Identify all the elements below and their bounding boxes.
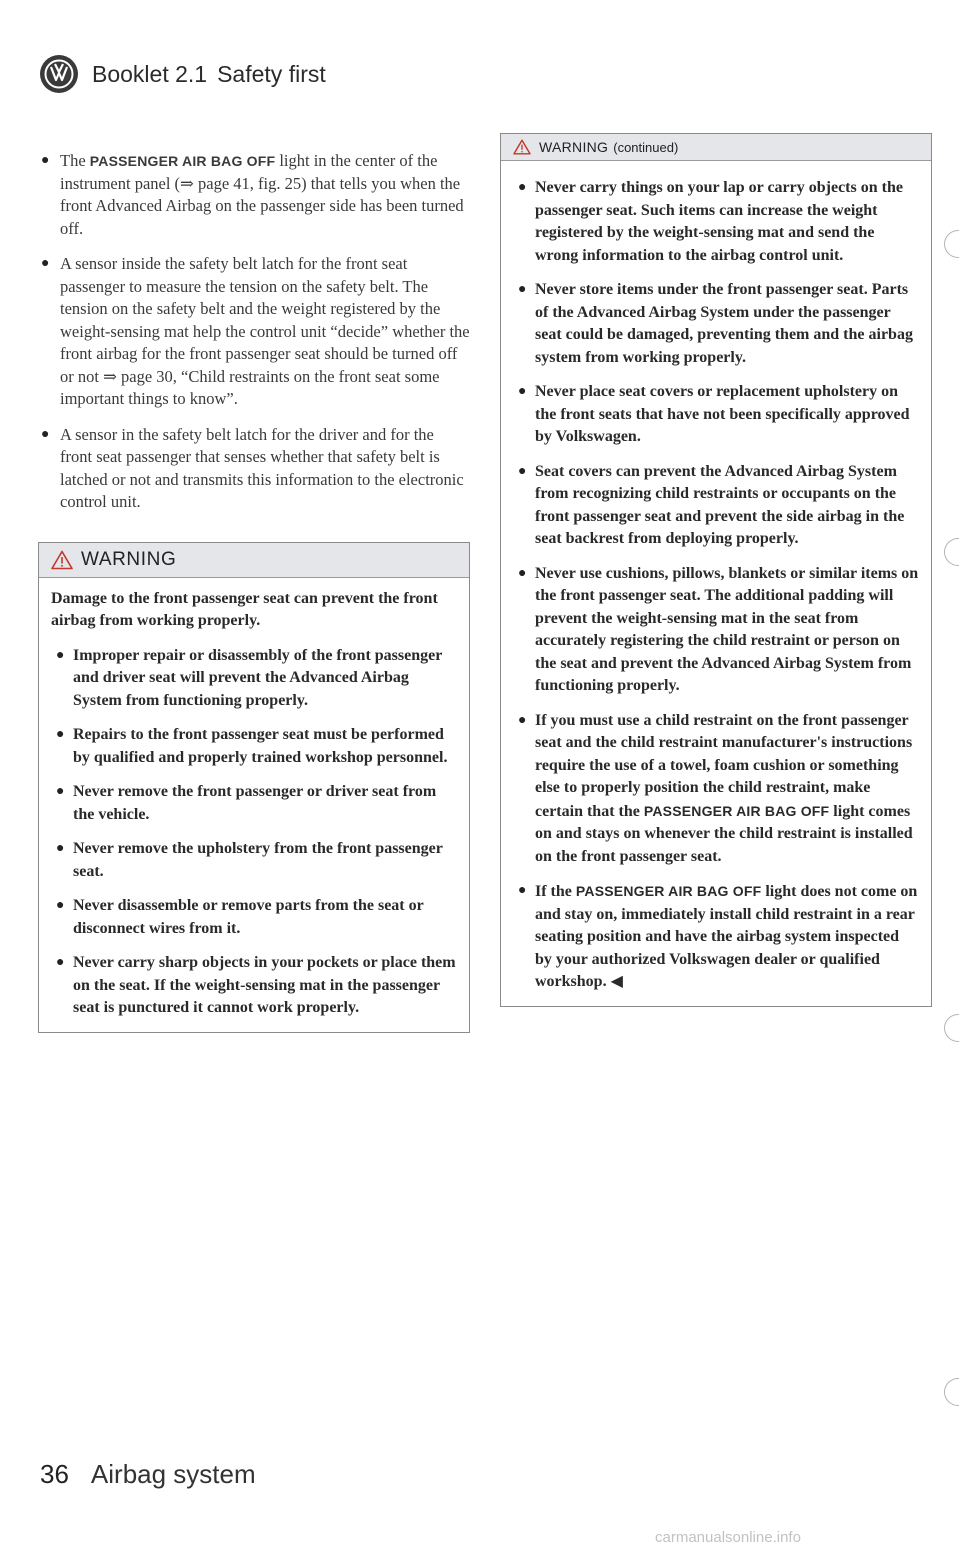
warning-item-text: Repairs to the front passenger seat must be performed by qualified and properly trained workshop personnel. [73,726,448,766]
binder-ring-decoration [944,1378,959,1406]
section-title: Safety first [217,60,326,87]
warning-item-text: Never carry things on your lap or carry objects on the passenger seat. Such items can increase the weight registered by the weight-sensing mat and send the wrong information to the airbag control unit. [535,179,903,264]
binder-ring-decoration [944,230,959,258]
bullet-icon: ● [518,712,527,728]
indicator-light-name: PASSENGER AIR BAG OFF [89,153,276,169]
indicator-light-name: PASSENGER AIR BAG OFF [575,883,762,899]
list-item [513,710,919,869]
warning-triangle-icon [51,550,73,570]
warning-item-text: Improper repair or disassembly of the front passenger and driver seat will prevent the Advanced Airbag System from functioning properly. [73,646,443,709]
list-item [513,880,919,994]
warning-triangle-icon [513,139,531,155]
bullet-icon: ● [518,463,527,479]
paragraph-text: A sensor in the safety belt latch for the driver and for the front seat passenger that senses whether that safety belt is latched or not and transmits this information to the electronic control unit. [60,424,464,511]
binder-ring-decoration [944,1014,959,1042]
bullet-icon: ● [41,256,50,271]
warning-header [39,543,469,578]
warning-body [39,578,469,1032]
list-item [38,253,470,411]
bullet-icon: ● [56,955,65,970]
page-footer [40,1459,256,1490]
warning-continued-label: (continued) [613,139,679,155]
warning-item-text: Never store items under the front passenger seat. Parts of the Advanced Airbag System under the passenger seat could be damaged, preventing them and the airbag system from working properly. [535,281,913,366]
watermark-text: carmanualsonline.info [655,1529,801,1546]
warning-item-text: Never remove the upholstery from the front passenger seat. [73,840,443,880]
warning-item-text: Never disassemble or remove parts from the seat or disconnect wires from it. [73,897,424,937]
warning-title: WARNING [539,139,609,155]
booklet-label: Booklet 2.1 [92,60,208,87]
bullet-icon: ● [56,727,65,742]
list-item [51,781,457,826]
warning-box-continued [500,133,932,1007]
warning-title: WARNING [81,548,177,570]
list-item [51,895,457,940]
warning-header [501,134,931,161]
paragraph-text: A sensor inside the safety belt latch for the front seat passenger to measure the tension on the safety belt. The tension on the safety belt and the weight registered by the weight-sensing mat help the control unit “decide” whether the front airbag for the front passenger seat should be turned off or not ⇒ page 30, “Child restraints on the front seat some important things to know”. [60,254,470,408]
bullet-icon: ● [518,282,527,297]
list-item [51,645,457,713]
list-item [51,952,457,1020]
page-number: 36 [40,1459,69,1489]
warning-item-text: If the PASSENGER AIR BAG OFF light does not come on and stay on, immediately install child restraint in a rear seating position and have the airbag system inspected by your authorized Volkswagen dealer or qualified workshop. ◀ [535,883,918,990]
warning-box [38,542,470,1033]
warning-item-text: Never carry sharp objects in your pockets or place them on the seat. If the weight-sensing mat in the passenger seat is punctured it cannot work properly. [73,954,456,1016]
list-item [513,461,919,551]
list-item [51,724,457,769]
list-item [513,177,919,267]
warning-item-text: Never use cushions, pillows, blankets or similar items on the front passenger seat. The additional padding will prevent the weight-sensing mat in the seat from accurately registering the child restraint or person on the seat and prevent the Advanced Airbag System from functioning properly. [535,564,919,694]
list-item [513,563,919,698]
vw-logo-icon [40,55,78,93]
list-item [513,279,919,369]
warning-intro: Damage to the front passenger seat can prevent the front airbag from working properly. [51,589,438,629]
list-item [51,838,457,883]
bullet-icon: ● [56,898,65,913]
warning-item-text: Never remove the front passenger or driver seat from the vehicle. [73,783,437,823]
warning-item-text: If you must use a child restraint on the front passenger seat and the child restraint manufacturer's instructions require the use of a towel, foam cushion or something else to properly position the child restraint, make certain that the PASSENGER AIR BAG OFF light comes on and stays on whenever the child restraint is installed on the front passenger seat. [535,711,913,865]
paragraph-text: The PASSENGER AIR BAG OFF light in the center of the instrument panel (⇒ page 41, fig. 25) that tells you when the front Advanced Airbag on the passenger side has been turned off. [60,151,464,238]
bullet-icon: ● [41,426,50,442]
bullet-icon: ● [518,883,527,898]
bullet-icon: ● [56,841,65,856]
warning-body [501,161,931,1006]
bullet-icon: ● [56,647,65,663]
bullet-icon: ● [41,153,50,168]
binder-ring-decoration [944,538,959,566]
bullet-icon: ● [56,784,65,799]
indicator-light-name: PASSENGER AIR BAG OFF [643,802,830,819]
bullet-icon: ● [518,565,527,581]
list-item [38,424,470,514]
list-item [38,150,470,240]
warning-item-text: Never place seat covers or replacement upholstery on the front seats that have not been specifically approved by Volkswagen. [535,383,910,445]
left-column [38,150,470,1033]
page-header [40,52,326,96]
chapter-title: Airbag system [90,1459,256,1489]
bullet-icon: ● [518,180,527,195]
list-item [513,381,919,449]
right-column [500,133,932,1007]
warning-item-text: Seat covers can prevent the Advanced Airbag System from recognizing child restraints or occupants on the front passenger seat and prevent the side airbag in the seat backrest from deploying properly. [535,462,905,547]
bullet-icon: ● [518,384,527,399]
